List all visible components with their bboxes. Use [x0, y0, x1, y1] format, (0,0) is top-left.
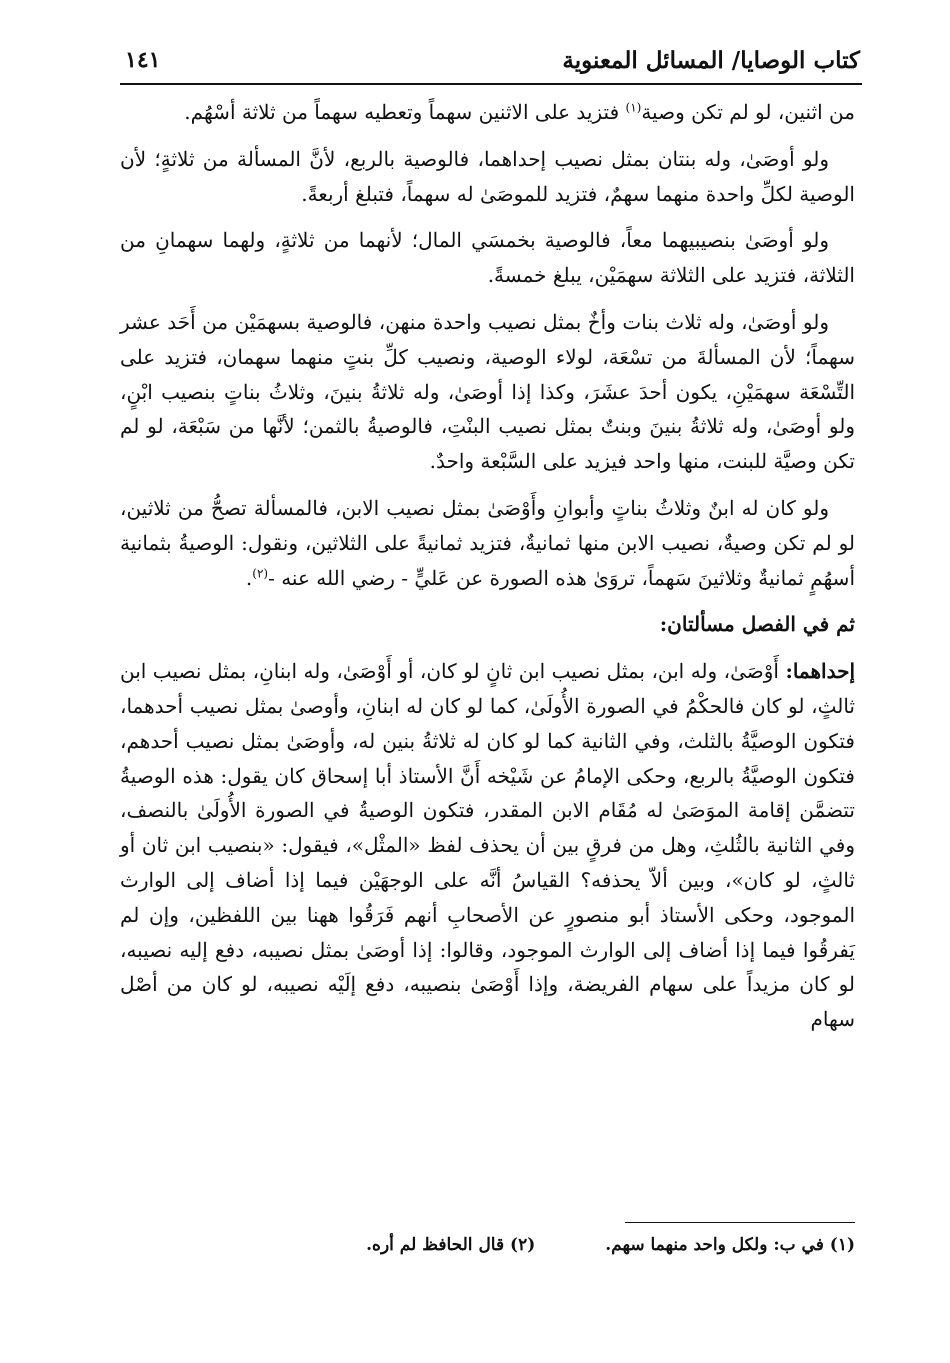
paragraph-6-lead: إحداهما: — [785, 659, 855, 684]
footnote-1 — [605, 1235, 855, 1255]
paragraph-4: ولو أوصَىٰ، وله ثلاث بنات وأخٌ بمثل نصيب واحدة منهن، فالوصية بسهمَيْن من أَحَد عشر سهماً؛ لأن المسألةَ من تسْعَة، لولاء الوصية، ونصيب كلِّ بنتٍ منهما سهمان، فتزيد على التِّسْعَة سهمَيْنِ، يكون أحدَ عشَرَ، وكذا إذا أوصَىٰ، وله ثلاثةُ بنينَ، وثلاثُ بناتٍ بنصيب ابْنٍ، ولو أوصَىٰ، وله ثلاثةُ بنينَ وبنتٌ بمثل نصيب البنْتِ، فالوصيةُ بالثمن؛ لأنَّها من سَبْعَة، لو لم تكن وصيَّة للبنت، منها واحد فيزيد على السَّبْعة واحدٌ. — [120, 309, 855, 474]
header-title: كتاب الوصايا/ المسائل المعنوية — [562, 46, 860, 74]
paragraph-5-text-b: . — [245, 565, 253, 590]
footnote-ref-1: (١) — [625, 100, 642, 115]
footnote-ref-2: (٢) — [252, 565, 269, 580]
main-text — [120, 95, 855, 1049]
paragraph-1-text-b: فتزيد على الاثنين سهماً وتعطيه سهماً من ثلاثة أسْهُم. — [184, 100, 626, 124]
paragraph-5 — [120, 491, 855, 595]
footnotes — [120, 1235, 855, 1255]
footnote-1-number: (١) — [829, 1235, 855, 1255]
paragraph-3: ولو أوصَىٰ بنصيبيهما معاً، فالوصية بخمسَي المال؛ لأنهما من ثلاثةٍ، ولهما سهمانِ من الثلاثة، فتزيد على الثلاثة سهمَيْن، يبلغ خمسةً. — [120, 228, 855, 288]
footnote-2-number: (٢) — [510, 1235, 536, 1255]
paragraph-2: ولو أوصَىٰ، وله بنتان بمثل نصيب إحداهما، فالوصية بالربع، لأنَّ المسألة من ثلاثةٍ؛ لأن الوصية لكلِّ واحدة منهما سهمٌ، فتزيد للموصَىٰ له سهماً، فتبلغ أربعةً. — [120, 146, 855, 206]
footnote-1-text: في ب: ولكل واحد منهما سهم. — [605, 1235, 824, 1255]
running-header — [125, 40, 860, 80]
footnote-divider — [625, 1222, 855, 1223]
footnote-2 — [366, 1235, 535, 1255]
section-heading: ثم في الفصل مسألتان: — [659, 612, 855, 637]
header-divider — [120, 83, 862, 85]
footnote-2-text: قال الحافظ لم أره. — [366, 1235, 505, 1255]
paragraph-6 — [120, 654, 855, 1037]
paragraph-5-text-a: ولو كان له ابنٌ وثلاثُ بناتٍ وأبوانِ وأَوْصَىٰ بمثل نصيب الابن، فالمسألة تصحُّ من ثلاثين، لو لم تكن وصيةٌ، نصيب الابن منها ثمانيةٌ، فتزيد ثمانيةً على الثلاثين، ونقول: الوصيةُ بثمانية أسهُمٍ ثمانيةٌ وثلاثينَ سَهماً، تروَىٰ هذه الصورة عن عَليٍّ - رضي الله عنه - — [120, 495, 855, 590]
paragraph-1 — [120, 95, 855, 130]
paragraph-6-text: أَوْصَىٰ، وله ابن، بمثل نصيب ابن ثانٍ لو كان، أو أَوْصَىٰ، وله ابنانِ، بمثل نصيب ابن ثالثٍ، لو كان فالحكْمُ في الصورة الأُولَىٰ، كما لو كان له ابنانِ، وأوصىٰ بمثل نصيب أحدهما، فتكون الوصيَّةُ بالثلث، وفي الثانية كما لو كان له ثلاثةُ بنين له، وأوصَىٰ بمثل نصيب أحدهم، فتكون الوصيَّةُ بالربع، وحكى الإمامُ عن شَيْخه أَنَّ الأستاذ أبا إسحاق كان يقول: هذه الوصيةُ تتضمَّن إقامة الموَصَىٰ له مُقَام الابن المقدر، فتكون الوصيةُ في الصورة الأُولَىٰ بالنصف، وفي الثانية بالثُلثِ، وهل من فرقٍ بين أن يحذف لفظ «المثْل»، فيقول: «بنصيب ابن ثان أو ثالثٍ، لو كان»، وبين ألاّ يحذفه؟ القياسُ أنَّه على الوجهَيْن فيما إذا أضاف إلى الوارث الموجود، وحكى الأستاذ أبو منصورٍ عن الأصحابِ أنهم فَرَقُوا ههنا بين اللفظين، وإن لم يَفرقُوا فيما إذا أضاف إلى الوارث الموجود، وقالوا: إذا أوصَىٰ بمثل نصيبه، دفع إليه نصيبه، لو كان مزيداً على سهام الفريضة، وإذا أَوْصَىٰ بنصيبه، دفع إلَيْه نصيبه، لو كان من أصْل سهام — [120, 659, 855, 1032]
page-number: ١٤١ — [125, 47, 161, 73]
paragraph-1-text-a: من اثنين، لو لم تكن وصية — [641, 100, 855, 124]
